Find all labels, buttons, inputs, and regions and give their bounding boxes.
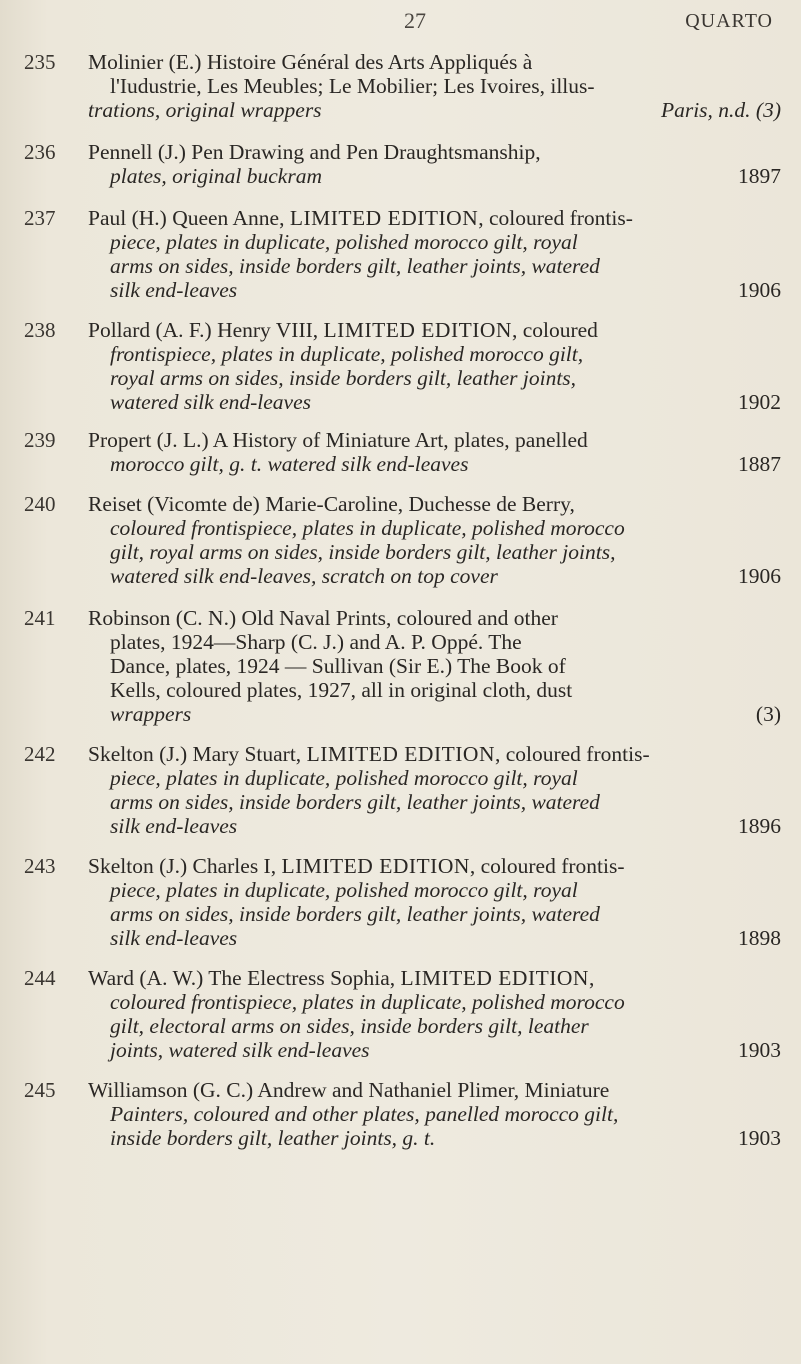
page-header [0, 0, 801, 40]
entry-line: silk end-leaves [110, 278, 238, 302]
entry-line: plates, original buckram [110, 164, 322, 188]
entry-date: 1902 [738, 390, 781, 414]
entry-line: Robinson (C. N.) Old Naval Prints, coloured and other [88, 606, 558, 630]
entry-line: Kells, coloured plates, 1927, all in original cloth, dust [110, 678, 573, 702]
catalogue-entry [0, 600, 801, 738]
entry-line: arms on sides, inside borders gilt, leather joints, watered [110, 902, 600, 926]
limited-edition-label: LIMITED EDITION [289, 206, 479, 230]
catalogue-entry [0, 42, 801, 132]
catalogue-entry [0, 422, 801, 488]
entry-date: 1906 [738, 278, 781, 302]
entry-line: wrappers [110, 702, 192, 726]
entry-line: Skelton (J.) Mary Stuart, LIMITED EDITION, coloured frontis- [88, 742, 650, 766]
entry-date: 1903 [738, 1038, 781, 1062]
lot-number: 240 [24, 492, 56, 516]
catalogue-entry [0, 486, 801, 602]
entry-line: silk end-leaves [110, 814, 238, 838]
entry-line: piece, plates in duplicate, polished morocco gilt, royal [110, 878, 578, 902]
entry-line: Williamson (G. C.) Andrew and Nathaniel Plimer, Miniature [88, 1078, 610, 1102]
entry-date: 1887 [738, 452, 781, 476]
lot-number: 245 [24, 1078, 56, 1102]
entry-line: joints, watered silk end-leaves [110, 1038, 370, 1062]
entry-date: 1906 [738, 564, 781, 588]
limited-edition-label: LIMITED EDITION [400, 966, 589, 990]
lot-number: 235 [24, 50, 56, 74]
entry-date: 1897 [738, 164, 781, 188]
entry-line: Painters, coloured and other plates, panelled morocco gilt, [110, 1102, 619, 1126]
entry-line: Dance, plates, 1924 — Sullivan (Sir E.) The Book of [110, 654, 566, 678]
entry-line: inside borders gilt, leather joints, g. t. [110, 1126, 436, 1150]
entry-line: piece, plates in duplicate, polished morocco gilt, royal [110, 230, 578, 254]
entry-quantity: (3) [755, 702, 781, 726]
entry-line: Paul (H.) Queen Anne, LIMITED EDITION, coloured frontis- [88, 206, 633, 230]
entry-date: 1903 [738, 1126, 781, 1150]
lot-number: 244 [24, 966, 56, 990]
entry-date: 1896 [738, 814, 781, 838]
entry-line: coloured frontispiece, plates in duplicate, polished morocco [110, 990, 625, 1014]
limited-edition-label: LIMITED EDITION [281, 854, 470, 878]
catalogue-entry [0, 132, 801, 198]
entry-date: 1898 [738, 926, 781, 950]
entry-line: trations, original wrappers [88, 98, 322, 122]
entry-line: Pollard (A. F.) Henry VIII, LIMITED EDITION, coloured [88, 318, 598, 342]
catalogue-entry [0, 312, 801, 428]
lot-number: 237 [24, 206, 56, 230]
lot-number: 238 [24, 318, 56, 342]
entry-line: arms on sides, inside borders gilt, leather joints, watered [110, 790, 600, 814]
lot-number: 236 [24, 140, 56, 164]
entry-line: Skelton (J.) Charles I, LIMITED EDITION, coloured frontis- [88, 854, 625, 878]
lot-number: 239 [24, 428, 56, 452]
catalogue-entry [0, 200, 801, 316]
entry-line: gilt, electoral arms on sides, inside borders gilt, leather [110, 1014, 589, 1038]
section-label: QUARTO [685, 10, 773, 32]
entry-line: silk end-leaves [110, 926, 238, 950]
entry-line: watered silk end-leaves [110, 390, 311, 414]
entry-line: piece, plates in duplicate, polished morocco gilt, royal [110, 766, 578, 790]
catalogue-entry [0, 1072, 801, 1164]
entry-line: Molinier (E.) Histoire Général des Arts Appliqués à [88, 50, 533, 74]
entry-line: watered silk end-leaves, scratch on top cover [110, 564, 498, 588]
entry-line: frontispiece, plates in duplicate, polished morocco gilt, [110, 342, 584, 366]
entry-line: gilt, royal arms on sides, inside borders gilt, leather joints, [110, 540, 616, 564]
catalogue-entry [0, 960, 801, 1076]
limited-edition-label: LIMITED EDITION [323, 318, 512, 342]
lot-number: 242 [24, 742, 56, 766]
entry-line: arms on sides, inside borders gilt, leather joints, watered [110, 254, 600, 278]
entry-line: Reiset (Vicomte de) Marie-Caroline, Duchesse de Berry, [88, 492, 575, 516]
entry-line: Ward (A. W.) The Electress Sophia, LIMITED EDITION, [88, 966, 595, 990]
entry-line: plates, 1924—Sharp (C. J.) and A. P. Oppé. The [110, 630, 522, 654]
lot-number: 243 [24, 854, 56, 878]
page-number: 27 [404, 8, 426, 33]
entry-imprint: Paris, n.d. (3) [660, 98, 781, 122]
limited-edition-label: LIMITED EDITION [306, 742, 495, 766]
catalogue-entry [0, 848, 801, 964]
entry-line: morocco gilt, g. t. watered silk end-leaves [110, 452, 469, 476]
entry-line: l'Iudustrie, Les Meubles; Le Mobilier; Les Ivoires, illus- [110, 74, 595, 98]
entry-line: Propert (J. L.) A History of Miniature Art, plates, panelled [88, 428, 588, 452]
lot-number: 241 [24, 606, 56, 630]
entry-line: royal arms on sides, inside borders gilt, leather joints, [110, 366, 577, 390]
catalogue-entry [0, 736, 801, 852]
entry-line: Pennell (J.) Pen Drawing and Pen Draughtsmanship, [88, 140, 541, 164]
entry-line: coloured frontispiece, plates in duplicate, polished morocco [110, 516, 625, 540]
